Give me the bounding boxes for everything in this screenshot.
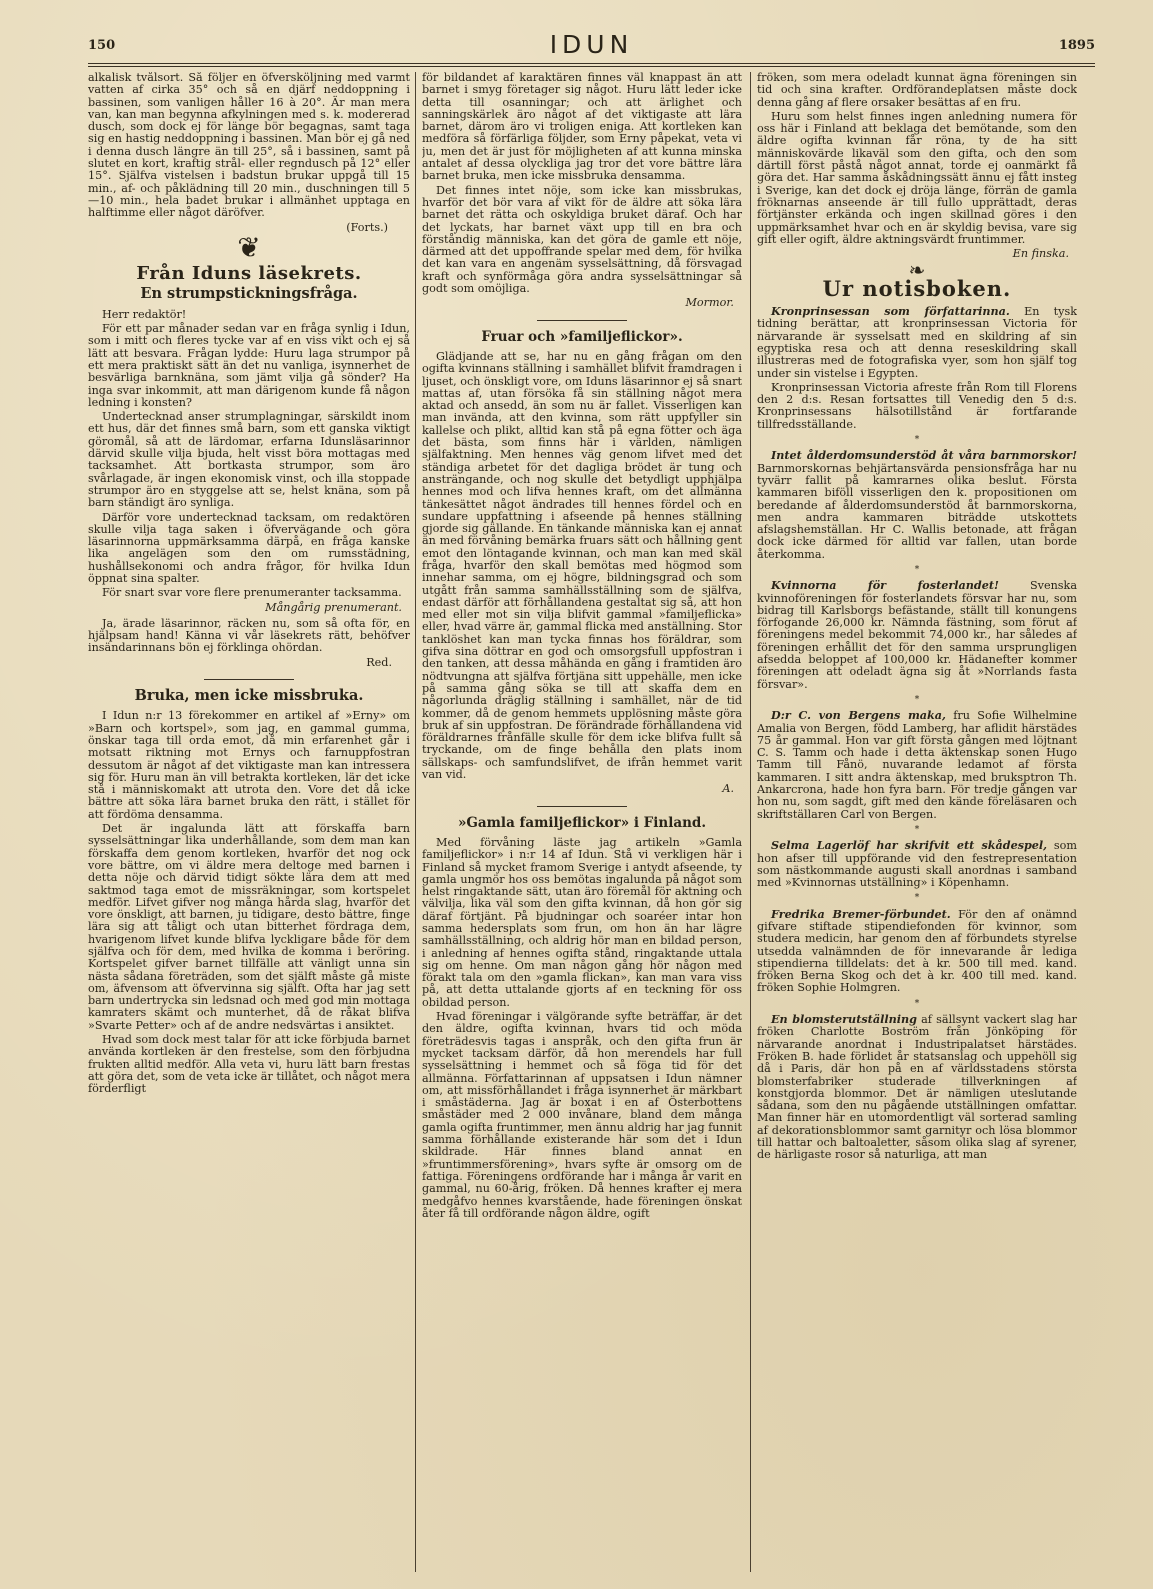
page-number: 150 <box>88 38 116 53</box>
article-signature: Mångårig prenumerant. <box>265 600 402 614</box>
section-divider <box>537 806 627 807</box>
notice-text: En tysk tidning berättar, att kronprinsessan Victoria för närvarande är sysselsatt med en skildring af sin egyptiska resa och att denna reseskildring skall illustreras med de fotografiska vyer, som hon själf tog under sin vistelse i Egypten. <box>757 305 1077 380</box>
article-paragraph: Hvad föreningar i välgörande syfte beträffar, är det den äldre, ogifta kvinnan, hvars tid och möda företrädesvis tagas i anspråk, och den gifta frun är mycket tacksam därför, då hon merendels har full sysselsättning i hemmet och så föga tid för det allmänna. Författarinnan af uppsatsen i Idun nämner om, att missförhållandet i fråga isynnerhet är märkbart i småstäderna. Jag är boxat i en af Österbottens småstäder med 2 000 invånare, bland dem många gamla ogifta fruntimmer, men ännu aldrig har jag funnit samma förhållande existerande här som det i Idun skildrade. Här finnes bland annat en »fruntimmersförening», hvars syfte är omsorg om de fattiga. Föreningens ordförande har i många år varit en gammal, nu 60-årig, fröken. Då hennes krafter ej mera medgåfvo hennes kvarstående, hade föreningen önskat åter få till ordförande någon äldre, ogift <box>422 1010 742 1220</box>
notice-text: För den af onämnd gifvare stiftade stipendiefonden för kvinnor, som studera medicin, har genom den af förbundets styrelse utsedda valnämnden de för innevarande år lediga stipendierna tilldelats: det à kr. 500 till med. kand. fröken Berna Skog och det à kr. 400 till med. kand. fröken Sophie Holmgren. <box>757 907 1077 995</box>
article-paragraph: Det är ingalunda lätt att förskaffa barn sysselsättningar lika underhållande, som dem man kan förskaffa dem genom kortleken, hvarför det nog ock vore bättre, om vi äldre mera deltoge med barnen i detta nöje och därvid tidigt sökte lära dem att med saktmod taga emot de missräkningar, som kortspelet medför. Lifvet gifver nog många hårda slag, hvarför det vore önskligt, att barnen, ju tidigare, desto bättre, finge lära sig att tåligt och utan bitterhet fördraga dem, hvarigenom lifvet kunde blifva lyckligare både för dem själfva och för dem, med hvilka de komma i beröring. Kortspelet gifver barnet tillfälle att vänligt unna sin nästa sådana företräden, som det själft måste gå miste om, äfvensom att öfvervinna sig själft. Ofta har jag sett barn undertrycka sin ledsnad och med god min mottaga kamraters skämt och munterhet, då de råkat blifva »Svarte Petter» och af de andre nedsvärtas i ansiktet. <box>88 822 410 1032</box>
notice-text: af sällsynt vackert slag har fröken Charlotte Boström från Jönköping för närvarande anordnat i Industripalatset härstädes. Fröken B. hade förlidet år statsanslag och uppehöll sig då i Paris, där hon på en af världsstadens största blomsterfabriker studerade tillverkningen af konstgjorda blommor. Det är nämligen uteslutande sådana, som den nu pågående utställningen omfattar. Man finner här en utomordentligt väl sorterad samling af dekorationsblommor samt garnityr och lösa blommor till hattar och baltoaletter, såsom olika slag af syrener, de härligaste rosor så naturliga, att man <box>757 1013 1077 1162</box>
article-title: Fruar och »familjeflickor». <box>481 328 683 345</box>
notice-paragraph: Kronprinsessan Victoria afreste från Rom till Florens den 2 d:s. Resan fortsattes till Venedig den 5 d:s. Kronprinsessans hälsotillstånd är fortfarande tillfredsställande. <box>757 380 1077 431</box>
continued-paragraph: för bildandet af karaktären finnes väl knappast än att barnet i smyg företager sig något. Huru lätt leder icke detta till osanningar; och att ärlighet och sanningskärlek äro något af det viktigaste att lära barnet, därom äro vi troligen eniga. Att kortleken kan medföra så förfärliga följder, som Erny påpekat, veta vi ju, men det är just för möjligheten af att kunna minska antalet af dessa olyckliga jag tror det vore bättre lära barnet bruka, men icke missbruka densamma. <box>422 72 742 183</box>
article-paragraph: Med förvåning läste jag artikeln »Gamla familjeflickor» i n:r 14 af Idun. Stå vi verkligen här i Finland så mycket framom Sverige i antydt afseende, ty gamla ungmör hos oss bemötas ingalunda på något som helst ringaktande sätt, utan äro föremål för aktning och välvilja, lika väl som den gifta kvinnan, då hon gör sig däraf förtjänt. På bjudningar och soaréer intar hon samma hedersplats som frun, om hon än har lägre samhällsställning, och aldrig hör man en bildad person, i anledning af hennes ogifta stånd, ringaktande uttala sig om henne. Om man någon gång hör någon med förakt tala om den »gamla flickan», kan man vara viss på, att detta uttalande gjorts af en teckning för oss obildad person. <box>422 835 742 1009</box>
article-paragraph: I Idun n:r 13 förekommer en artikel af »Erny» om »Barn och kortspel», som jag, en gammal gumma, önskar taga till orda emot, då min erfarenhet går i motsatt riktning mot Ernys och farnuppfostran dessutom är något af det viktigaste man kan intressera sig för. Huru man än vill betrakta kortleken, lär det icke stå i människomakt att utrota den. Vore det då icke bättre att söka lära barnet bruka den rätt, i stället för att fördöma densamma. <box>88 709 410 821</box>
separator-star: * <box>914 564 920 575</box>
header-rule <box>88 63 1095 67</box>
article-paragraph: Hvad som dock mest talar för att icke förbjuda barnet använda kortleken är den frestelse, som den förbjudna frukten alltid medför. Alla veta vi, huru lätt barn frestas att göra det, som de veta icke är tillåtet, och något mera förderfligt <box>88 1033 410 1096</box>
page-header <box>88 30 1095 66</box>
article-paragraph: Huru som helst finnes ingen anledning numera för oss här i Finland att beklaga det bemötande, som den äldre ogifta kvinnan får röna, ty de ha sitt människovärde likaväl som den gifta, och den som därtill först påstå något annat, torde ej oanmärkt få göra det. Har samma åskådningssätt ännu ej fått insteg i Sverige, kan det dock ej dröja länge, förrän de gamla fröknarnas anseende är till fullo upprättadt, deras förtjänster erkända och ingen skillnad göres i den uppmärksamhet hvar och en är skyldig bevisa, vare sig gift eller ogift, äldre aktningsvärdt fruntimmer. <box>757 109 1077 246</box>
article-signature: En finska. <box>1012 247 1069 261</box>
continued-paragraph: fröken, som mera odeladt kunnat ägna föreningen sin tid och sina krafter. Ordförandeplatsen måste dock denna gång af flere orsaker besättas af en fru. <box>757 72 1077 109</box>
notice-item <box>757 579 1077 691</box>
separator-star: * <box>914 435 920 446</box>
article-paragraph: Undertecknad anser strumplagningar, särskildt inom ett hus, där det finnes små barn, som ett ganska viktigt göromål, så att de lärdomar, erfarna Idunsläsarinnor därvid skulle vilja bjuda, helt visst böra mottagas med tacksamhet. Att bortkasta strumpor, som äro svårlagade, är ingen ekonomisk vinst, och illa stoppade strumpor äro en styggelse att se, helst knäna, som på barn ständigt äro synliga. <box>88 410 410 510</box>
article-paragraph: För snart svar vore flere prenumeranter tacksamma. <box>102 586 402 600</box>
notice-item <box>757 305 1077 380</box>
notice-lead: Kvinnorna för fosterlandet! <box>771 578 999 593</box>
notice-item <box>757 449 1077 561</box>
column-2 <box>422 72 742 1572</box>
notice-text: fru Sofie Wilhelmine Amalia von Bergen, född Lamberg, har aflidit härstädes 75 år gammal. Hon var gift första gången med löjtnant C. S. Tamm och hade i detta äktenskap sonen Hugo Tamm till Fånö, nuvarande ledamot af första kammaren. I sitt andra äktenskap, med bruksptron Th. Ankarcrona, hade hon fyra barn. För tredje gången var hon nu, som sagdt, gift med den kände föreläsaren och skriftställaren Carl von Bergen. <box>757 709 1077 821</box>
notice-item <box>757 908 1077 995</box>
separator-star: * <box>914 998 920 1009</box>
notice-item <box>757 1013 1077 1162</box>
article-paragraph: Det finnes intet nöje, som icke kan missbrukas, hvarför det bör vara af vikt för de äldre att söka lära barnet det rätta och oskyldiga bruket däraf. Och har det lyckats, har barnet växt upp till en bra och förståndig människa, kan det göra de gamle ett nöje, därmed att det uppoffrande spelar med dem, för hvilka det kan vara en angenäm sysselsättning, då försvagad kraft och synförmåga göra andra sysselsättningar så godt som omöjliga. <box>422 183 742 296</box>
notice-text: som hon afser till uppförande vid den festrepresentation som nästkommande augusti skall anordnas i samband med »Kvinnornas utställning» i Köpenhamn. <box>757 839 1077 890</box>
leaf-ornament-icon: ❦ <box>237 230 261 264</box>
notice-lead: D:r C. von Bergens maka, <box>771 708 946 723</box>
notice-lead: Intet ålderdomsunderstöd åt våra barnmorskor! <box>771 448 1077 463</box>
notice-lead: Kronprinsessan som författarinna. <box>771 304 1010 319</box>
section-title: Ur notisboken. <box>822 275 1012 301</box>
continued-note: (Forts.) <box>346 220 388 234</box>
notice-lead: Selma Lagerlöf har skrifvit ett skådespel, <box>771 838 1048 853</box>
notice-text: Barnmorskornas behjärtansvärda pensionsfråga har nu tyvärr fallit på kamrarnes olika beslut. Första kammaren biföll visserligen den k. propositionen om beredande af ålderdomsunderstöd åt barnmorskorna, men andra kammaren biträdde utskottets afslagshemställan. Hr C. Wallis betonade, att frågan dock icke därmed för alltid var fallen, utan borde återkomma. <box>757 461 1077 561</box>
page-year: 1895 <box>1058 38 1095 53</box>
article-signature: Mormor. <box>685 296 734 310</box>
article-title: Bruka, men icke missbruka. <box>134 687 364 705</box>
editor-signature: Red. <box>366 655 392 669</box>
salutation: Herr redaktör! <box>102 307 187 321</box>
continued-paragraph: alkalisk tvålsort. Så följer en öfversköljning med varmt vatten af cirka 35° och så en djärf neddoppning i bassinen, som vanligen håller 16 à 20°. Är man mera van, kan man begynna afkylningen med s. k. modererad dusch, som dock ej för länge bör begagnas, samt taga sig en hastig neddoppning i bassinen. Man bör ej gå ned i denna dusch längre än till 25°, så i bassinen, samt på slutet en kort, kraftig strål- eller regndusch på 12° eller 15°. Själfva vistelsen i badstun brukar uppgå till 15 min., af- och påklädning till 20 min., duschningen till 5—10 min., hela badet brukar i allmänhet upptaga en halftimme eller något däröfver. <box>88 72 410 220</box>
notice-item <box>757 839 1077 889</box>
article-paragraph: För ett par månader sedan var en fråga synlig i Idun, som i mitt och fleres tycke var af en viss vikt och ej så lätt att besvara. Frågan lydde: Huru laga strumpor på ett mera praktiskt sätt än det nu vanliga, isynnerhet de besvärliga barnknäna, som jämt vilja gå sönder? Ha inga svar inkommit, att man därigenom kunde få någon ledning i konsten? <box>88 322 410 409</box>
separator-star: * <box>914 824 920 835</box>
notice-text: Svenska kvinnoföreningen för fosterlandets försvar har nu, som bidrag till Karlsborgs befästande, ställt till konungens förfogande 26,000 kr. Nämnda fästning, som förut af föreningens medel bekommit 74,000 kr., har således af föreningen erhållit det för den samma ursprungligen afsedda beloppet af 100,000 kr. Hädanefter kommer föreningen att odeladt ägna sig åt »Norrlands fasta försvar». <box>757 579 1077 691</box>
column-3 <box>757 72 1077 1572</box>
column-divider <box>415 72 416 1572</box>
masthead-title: IDUN <box>549 30 634 59</box>
section-divider <box>204 679 294 680</box>
separator-star: * <box>914 694 920 705</box>
article-title: »Gamla familjeflickor» i Finland. <box>457 814 707 831</box>
section-title: Från Iduns läsekrets. <box>136 263 362 285</box>
notice-lead: En blomsterutställning <box>771 1012 917 1027</box>
editor-reply: Ja, ärade läsarinnor, räcken nu, som så ofta för, en hjälpsam hand! Känna vi vår läsekrets rätt, behöfver insändarinnans bön ej förklinga ohördan. <box>88 616 410 655</box>
article-paragraph: Glädjande att se, har nu en gång frågan om den ogifta kvinnans ställning i samhället blifvit framdragen i ljuset, och önskligt vore, om Iduns läsarinnor ej så snart mattas af, utan försöka få sin ställning något mera aktad och ansedd, än som nu är fallet. Visserligen kan man invända, att den kvinna, som rätt uppfyller sin kallelse och plikt, alltid kan stå på egna fötter och äga det bästa, som finns här i världen, nämligen själfaktning. Men hennes väg genom lifvet med det ständiga arbetet för det dagliga brödet är tung och ansträngande, och nog skulle det betydligt upphjälpa hennes mod och lifva hennes kraft, om det allmänna tänkesättet något ändrades till hennes fördel och en sundare uppfattning i afseende på hennes ställning gjorde sig gällande. En tänkande människa kan ej annat än med förvåning bemärka fruars sätt och hållning gent emot den löntagande kvinnan, och man kan med skäl fråga, hvarför den skall bemötas med högmod som innehar samma, om ej högre, bildningsgrad och som utgått från samma samhällsställning som de själfva, endast därför att förhållandena gestaltat sig så, att hon med eller mot sin vilja blifvit gammal »familjeflicka» eller, hvad värre är, gammal flicka med anställning. Stor tanklöshet kan man tycka finnas hos föräldrar, som gifva sina döttrar en god och omsorgsfull uppfostran i den tanken, att dessa måhända en gång i framtiden äro nödtvungna att själfva förtjäna sitt uppehälle, men icke på samma gång söka se till att skaffa dem en någorlunda dräglig ställning i samhället, när de tid kommer, då de genom hemmets upplösning måste göra bruk af sin uppfostran. De förändrade förhållandena vid föräldrarnes frånfälle skulle för dem icke blifva fullt så tryckande, om de finge behålla den plats inom sällskaps- och samfundslifvet, de ifrån hemmet varit van vid. <box>422 349 742 782</box>
flourish-ornament-icon: ❧ <box>908 258 926 283</box>
column-1 <box>88 72 410 1572</box>
separator-star: * <box>914 893 920 904</box>
article-title: En strumpstickningsfråga. <box>140 285 358 303</box>
column-divider <box>750 72 751 1572</box>
article-signature: A. <box>722 782 734 796</box>
section-divider <box>537 320 627 321</box>
notice-item <box>757 709 1077 821</box>
article-paragraph: Därför vore undertecknad tacksam, om redaktören skulle vilja taga saken i öfvervägande och göra läsarinnorna uppmärksamma därpå, en fråga kanske lika angelägen som den om rumsstädning, hushållsekonomi och andra frågor, för hvilka Idun öppnat sina spalter. <box>88 510 410 585</box>
notice-lead: Fredrika Bremer-förbundet. <box>771 906 951 921</box>
